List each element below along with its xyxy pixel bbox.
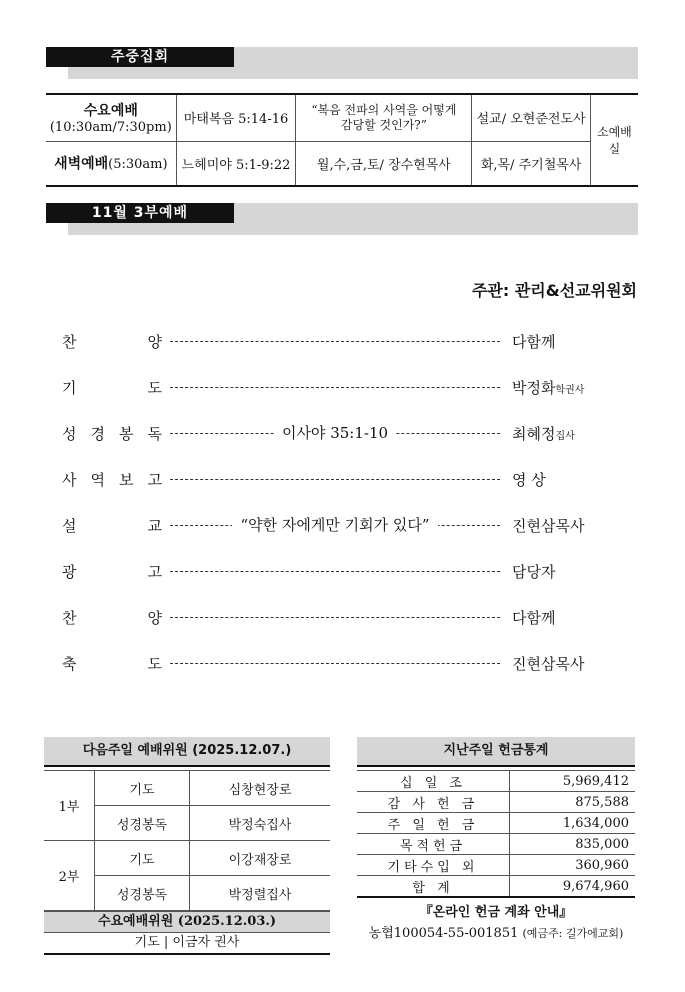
order-detail	[170, 514, 500, 535]
worship-order-item	[62, 509, 622, 544]
online-account	[357, 922, 635, 941]
person-name: 최혜정	[512, 425, 556, 443]
next-week-title: 다음주일 예배위원 (2025.12.07.)	[44, 737, 330, 767]
offering-amount: 835,000	[510, 834, 636, 855]
person-name: 진현삼목사	[512, 517, 585, 535]
host-committee: 주관: 관리&선교위원회	[471, 281, 637, 300]
offering-amount: 1,634,000	[510, 813, 636, 834]
order-label-char: 도	[147, 379, 162, 397]
leader-line	[170, 617, 500, 618]
offering-amount: 875,588	[510, 792, 636, 813]
offering-label: 합 계	[357, 876, 510, 898]
order-label-char: 보	[119, 471, 134, 489]
order-detail-text: 이사야 35:1-10	[274, 424, 396, 442]
account-holder: (예금주: 길가에교회)	[522, 927, 624, 940]
table-row	[357, 813, 635, 834]
worship-order	[62, 325, 622, 693]
person-name: 다함께	[512, 333, 556, 351]
service-cell: 2부	[44, 841, 95, 911]
order-label	[62, 331, 162, 352]
person-title: 집사	[555, 431, 575, 442]
order-label	[62, 515, 162, 536]
order-label-char: 찬	[62, 609, 77, 627]
order-label-char: 양	[147, 609, 162, 627]
order-person	[512, 423, 575, 444]
sermon-cell: 월,수,금,토/ 장수현목사	[296, 141, 472, 186]
order-label-char: 역	[90, 471, 105, 489]
leader-line	[170, 479, 500, 480]
order-label	[62, 423, 162, 444]
wednesday-assignment: 기도 | 이금자 권사	[44, 933, 330, 955]
leader-line	[170, 663, 500, 664]
person-name: 영 상	[512, 471, 546, 489]
leader-line	[170, 571, 500, 572]
person-name: 진현삼목사	[512, 655, 585, 673]
order-label-char: 독	[147, 425, 162, 443]
table-row	[357, 771, 635, 792]
service-cell: 1부	[44, 771, 95, 841]
order-label-char: 양	[147, 333, 162, 351]
offering-label: 십 일 조	[357, 771, 510, 792]
role-cell: 성경봉독	[95, 876, 190, 911]
worship-order-item	[62, 417, 622, 452]
leader-line	[170, 341, 500, 342]
order-person	[512, 653, 584, 674]
weekly-schedule-table	[46, 93, 638, 187]
role-cell: 기도	[95, 841, 190, 876]
order-label	[62, 377, 162, 398]
table-row	[357, 792, 635, 813]
offering-label: 주 일 헌 금	[357, 813, 510, 834]
scripture-cell: 마태복음 5:14-16	[176, 94, 296, 141]
worship-order-item	[62, 647, 622, 682]
order-label-char: 설	[62, 517, 77, 535]
order-person	[512, 515, 584, 536]
table-row	[357, 834, 635, 855]
worship-section-header	[46, 203, 638, 235]
order-person	[512, 469, 546, 490]
order-label	[62, 469, 162, 490]
offering-label: 목적헌금	[357, 834, 510, 855]
table-row	[44, 841, 330, 876]
person-name: 다함께	[512, 609, 556, 627]
order-label-char: 경	[90, 425, 105, 443]
person-title: 학권사	[555, 385, 585, 396]
order-label-char: 광	[62, 563, 77, 581]
weekly-section-title: 주중집회	[46, 47, 234, 67]
order-label-char: 사	[62, 471, 77, 489]
online-offering-title: 『온라인 헌금 계좌 안내』	[419, 905, 573, 920]
person-cell: 이강재장로	[190, 841, 331, 876]
scripture-cell: 느헤미야 5:1-9:22	[176, 141, 296, 186]
role-cell: 성경봉독	[95, 806, 190, 841]
service-time: (5:30am)	[108, 157, 168, 173]
wednesday-title: 수요예배위원 (2025.12.03.)	[44, 911, 330, 933]
location-cell: 소예배실	[590, 94, 638, 186]
worship-section-title: 11월 3부예배	[46, 203, 234, 223]
service-name: 새벽예배	[54, 156, 109, 173]
weekly-section-header	[46, 47, 638, 79]
order-label	[62, 653, 162, 674]
order-person	[512, 607, 555, 628]
order-label-char: 교	[147, 517, 162, 535]
offering-box	[357, 737, 635, 941]
table-row	[46, 141, 638, 186]
worship-order-item	[62, 325, 622, 360]
order-label	[62, 607, 162, 628]
table-row	[46, 94, 638, 141]
preacher-cell: 설교/ 오현준전도사	[472, 94, 590, 141]
person-cell: 심창현장로	[190, 771, 331, 806]
leader-line	[170, 387, 500, 388]
order-label-char: 봉	[119, 425, 134, 443]
next-week-table	[44, 770, 330, 911]
sermon-cell: “복음 전파의 사역을 어떻게 감당할 것인가?”	[296, 94, 472, 141]
order-person	[512, 561, 555, 582]
service-cell	[46, 94, 176, 141]
service-cell	[46, 141, 176, 186]
offering-amount: 360,960	[510, 855, 636, 876]
order-detail-text: “약한 자에게만 기회가 있다”	[232, 516, 437, 534]
table-row	[44, 771, 330, 806]
worship-order-item	[62, 463, 622, 498]
order-label-char: 축	[62, 655, 77, 673]
offering-amount: 5,969,412	[510, 771, 636, 792]
offering-title: 지난주일 헌금통계	[357, 737, 635, 767]
service-name: 수요예배	[83, 103, 138, 120]
offering-label: 기타수입 외	[357, 855, 510, 876]
order-label-char: 고	[147, 563, 162, 581]
worship-order-item	[62, 555, 622, 590]
offering-table	[357, 770, 635, 898]
order-label-char: 도	[147, 655, 162, 673]
table-row	[357, 855, 635, 876]
order-detail	[170, 422, 500, 443]
person-name: 담당자	[512, 563, 556, 581]
offering-amount: 9,674,960	[510, 876, 636, 898]
worship-order-item	[62, 371, 622, 406]
preacher-cell: 화,목/ 주기철목사	[472, 141, 590, 186]
person-cell: 박정렬집사	[190, 876, 331, 911]
table-row	[357, 876, 635, 898]
offering-label: 감 사 헌 금	[357, 792, 510, 813]
order-label	[62, 561, 162, 582]
account-number: 농협100054-55-001851	[368, 926, 519, 941]
worship-order-item	[62, 601, 622, 636]
order-label-char: 성	[62, 425, 77, 443]
order-label-char: 고	[147, 471, 162, 489]
service-time: (10:30am/7:30pm)	[49, 120, 172, 136]
order-person	[512, 331, 555, 352]
order-label-char: 기	[62, 379, 77, 397]
person-cell: 박정숙집사	[190, 806, 331, 841]
order-label-char: 찬	[62, 333, 77, 351]
role-cell: 기도	[95, 771, 190, 806]
next-week-box	[44, 737, 330, 955]
order-person	[512, 377, 584, 398]
person-name: 박정화	[512, 379, 556, 397]
